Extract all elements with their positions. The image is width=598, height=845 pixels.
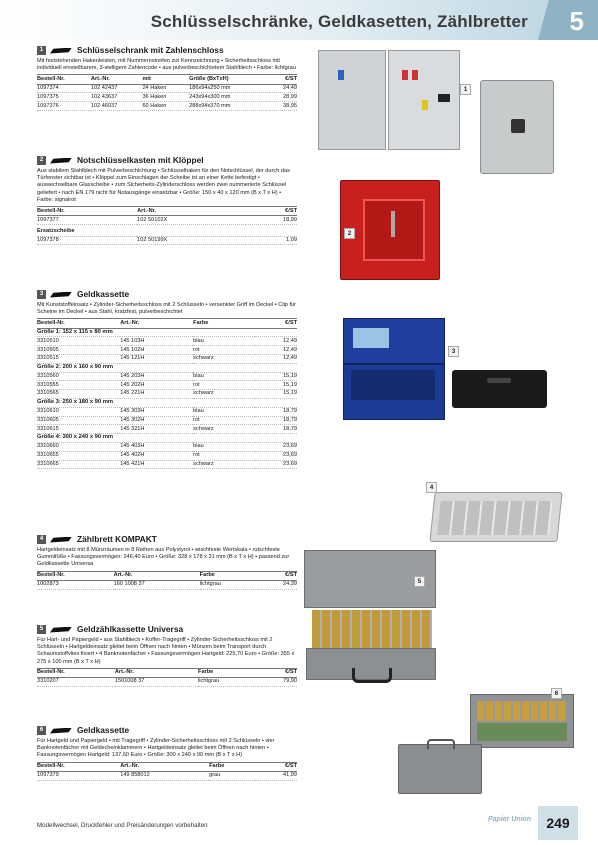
table-row: 3310655 145 402H rot 23,69	[37, 452, 297, 459]
table-row: 1097374 102 42437 24 Haken 186x94x250 mm 24,49	[37, 84, 297, 91]
product-table: Bestell-Nr. Art.-Nr. Farbe €/ST 1002873 160 1008 37 lichtgrau 24,39	[37, 572, 297, 588]
table-row: 1097376 102 46037 60 Haken 288x94x370 mm 38,95	[37, 102, 297, 109]
product-table: Bestell-Nr. Art.-Nr. Farbe €/ST 3310207 1501008 37 lichtgrau 79,90	[37, 669, 297, 685]
product-image-counting-board	[429, 492, 562, 542]
chapter-number: 5	[569, 6, 584, 36]
section-description: Für Hart- und Papiergeld • aus Stahlblech • Koffer-Tragegriff • Zylinder-Sicherheitsschloss mit 2 Schlüsseln • Hartgeldeinsatz gleitet beim Öffnen nach hinten • Münzen beim Transport durch Schaumstoffvlies fixiert • 4 Banknotenfächer • Fassungsvermögen Hartgeld: 225,70 Euro • Größe: 355 x 275 x 100 mm (B x T x H)	[37, 637, 295, 665]
sub-label: Ersatzscheibe	[37, 225, 297, 237]
table-row: 3310560 145 203H blau 15,19	[37, 372, 297, 379]
product-image-key-cabinet-open	[318, 50, 458, 148]
product-image-cash-counting-case	[300, 550, 440, 680]
table-row: 1002873 160 1008 37 lichtgrau 24,39	[37, 581, 297, 588]
section-description: Für Hartgeld und Papiergeld • mit Tragegriff • Zylinder-Sicherheitsschloss mit 2 Schlüsseln • vier Banknotenfächer mit Geldscheinklammern • Hartgeldeinsatz gleitet beim Öffnen nach hinten • Fassungsvermögen Hartgeld: 137,60 Euro • Größe: 300 x 240 x 90 mm (B x T x H)	[37, 738, 275, 759]
table-row: 3310565 145 221H schwarz 15,19	[37, 390, 297, 397]
section-title: Geldkassette	[77, 288, 130, 299]
page-number: 249	[538, 806, 578, 840]
product-table: Bestell-Nr. Art.-Nr. mit Größe (BxTxH) €/ST 1097374 102 42437 24 Haken 186x94x250 mm 24,49 1097375 102 43637 36 Haken 243x94x300 mm 28,99 1097376 102 46037 60 Haken 288x94x370 mm 38,95	[37, 75, 297, 109]
product-table: Bestell-Nr. Art.-Nr. Farbe €/ST 1097379 149 858012 grau 41,99	[37, 763, 297, 779]
table-row: 3310665 145 421H schwarz 23,69	[37, 460, 297, 467]
footer-disclaimer: Modellwechsel, Druckfehler und Preisänderungen vorbehalten	[37, 822, 208, 829]
product-table: Bestell-Nr. Art.-Nr. Farbe €/ST Größe 1: 152 x 115 x 80 mm 3310510 145 103H blau 12,49 3310505 145 102H rot 12,49 3310515 145 121H schwarz 12,49 Größe 2: 200 x 160 x 90 mm 3310560 145 203H blau 15,19 3310555 145 202H rot 15,19 3310565 145 221H schwarz 15,19 Größe 3: 250 x 180 x 90 mm 3310610 145 303H blau 18,79 3310605 145 302H rot 18,79 3310615 145 321H schwarz 18,79 Größe 4: 300 x 240 x 90 mm 3310660 145 403H blau 23,69 3310655 145 402H rot 23,69 3310665 145 421H schwarz 23,69	[37, 319, 297, 467]
table-row: 3310515 145 121H schwarz 12,49	[37, 355, 297, 362]
section-title: Geldkassette	[77, 724, 130, 735]
table-row: 3310660 145 403H blau 23,69	[37, 443, 297, 450]
table-row: 1097379 149 858012 grau 41,99	[37, 772, 297, 779]
page-title: Schlüsselschränke, Geldkasetten, Zählbretter	[150, 12, 528, 31]
table-row: 3310505 145 102H rot 12,49	[37, 346, 297, 353]
section-number: 2	[37, 156, 46, 165]
image-label-6: 6	[551, 688, 562, 699]
section-number: 3	[37, 290, 46, 299]
brand-logo-icon	[50, 728, 72, 734]
table-row: 1097377 102 50102X 18,99	[37, 216, 297, 223]
product-image-cash-box-grey-open	[470, 694, 574, 748]
section-1	[37, 45, 297, 111]
section-number: 6	[37, 726, 46, 735]
brand-logo-icon	[50, 627, 72, 633]
section-description: Hartgeldeinsatz mit 8 Münzräumen in 8 Reihen aus Polystyrol • wischfeste Wertskala • rutschfeste Gummifüße • Fassungsvermögen: 246,40 Euro • Größe: 328 x 178 x 31 mm (B x T x H) • passend zur Geldkassette Universa	[37, 547, 290, 568]
image-label-3: 3	[448, 346, 459, 357]
table-row: 3310605 145 302H rot 18,79	[37, 416, 297, 423]
product-table: Bestell-Nr. Art.-Nr. €/ST 1097377 102 50102X 18,99 Ersatzscheibe 1097378 102 50199X 1,09	[37, 207, 297, 243]
table-row: 3310610 145 303H blau 18,79	[37, 408, 297, 415]
product-image-emergency-key-box	[340, 180, 440, 280]
table-row: 3310615 145 321H schwarz 18,79	[37, 425, 297, 432]
brand-logo-icon	[50, 292, 72, 298]
product-image-cash-box-grey-closed	[398, 744, 482, 794]
footer-logo: Papier Union	[488, 816, 532, 823]
product-image-cash-box-blue	[343, 318, 443, 418]
table-row: 3310510 145 103H blau 12,49	[37, 337, 297, 344]
image-label-2: 2	[344, 228, 355, 239]
image-label-5: 5	[414, 576, 425, 587]
product-image-key-cabinet-closed	[480, 80, 554, 174]
section-description: Mit feststehenden Hakenleisten, mit Nummernstreifen zur Kennzeichnung • Sicherheitsschloss mit individuell einstellbarem, 3-stelligem Zahlencode • aus pulverbeschichtetem Stahlblech • Farbe: lichtgrau	[37, 58, 296, 72]
table-row: 1097375 102 43637 36 Haken 243x94x300 mm 28,99	[37, 93, 297, 100]
section-title: Geldzählkassette Universa	[77, 623, 184, 634]
table-row: 3310207 1501008 37 lichtgrau 79,90	[37, 678, 297, 685]
section-4	[37, 534, 297, 590]
section-number: 4	[37, 535, 46, 544]
section-5	[37, 624, 297, 687]
table-row: 1097378 102 50199X 1,09	[37, 236, 297, 243]
section-2	[37, 155, 297, 245]
section-number: 5	[37, 625, 46, 634]
table-row: 3310555 145 202H rot 15,19	[37, 381, 297, 388]
section-number: 1	[37, 46, 46, 55]
brand-logo-icon	[50, 48, 72, 54]
section-6	[37, 725, 297, 781]
product-image-cash-box-black	[452, 370, 547, 408]
section-description: Aus stabilem Stahlblech mit Pulverbeschichtung • Schlüsselhaken für den Notschlüssel, der durch das Türfenster sichtbar ist • Klöppel zum Einschlagen der Scheibe ist an einer Kette befestigt • auswechselbare Glasscheibe • zum Sicherheits-Zylinderschloss werden zwei nummerierte Schlüssel geliefert • nach EN 179 nicht für Notausgänge einsetzbar • Größe: 150 x 40 x 120 mm (B x T x H) • Farbe: signalrot	[37, 168, 290, 203]
section-description: Mit Kunststoffeinsatz • Zylinder-Sicherheitsschloss mit 2 Schlüsseln • versenkter Griff im Deckel • Clip für Scheine im Deckel • aus Stahl, kratzfest, pulverbeschichtet	[37, 302, 297, 316]
image-label-1: 1	[460, 84, 471, 95]
section-title: Zählbrett KOMPAKT	[77, 533, 157, 544]
section-title: Schlüsselschrank mit Zahlenschloss	[77, 44, 224, 55]
brand-logo-icon	[50, 158, 72, 164]
brand-logo-icon	[50, 537, 72, 543]
section-title: Notschlüsselkasten mit Klöppel	[77, 154, 204, 165]
section-3	[37, 289, 297, 469]
image-label-4: 4	[426, 482, 437, 493]
